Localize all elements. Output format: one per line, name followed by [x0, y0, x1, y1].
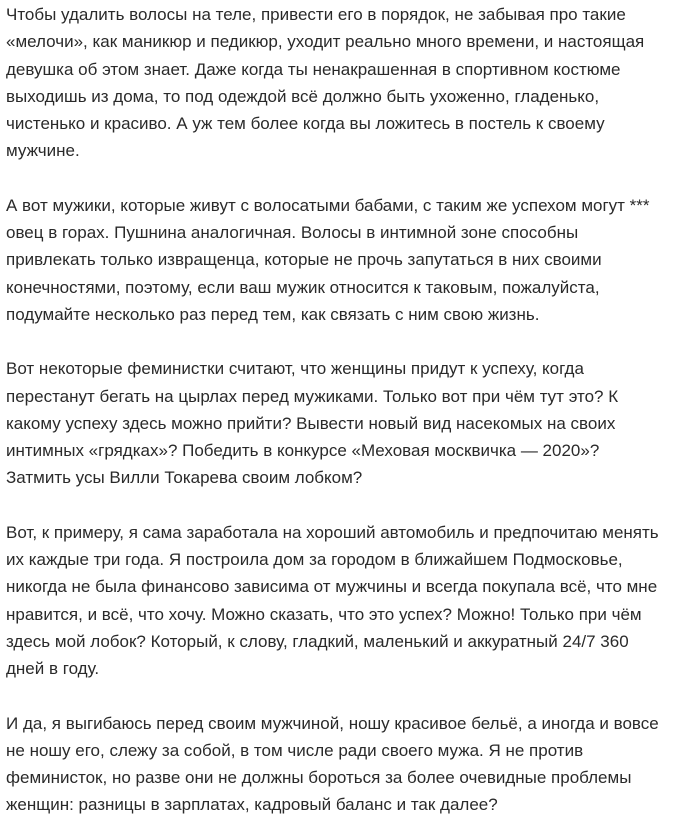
text-line: какому успеху здесь можно прийти? Вывести новый вид насекомых на своих: [6, 413, 616, 433]
text-line: перестанут бегать на цырлах перед мужиками. Только вот при чём тут это? К: [6, 386, 619, 406]
text-line: овец в горах. Пушнина аналогичная. Волосы в интимной зоне способны: [6, 223, 579, 243]
text-line: конечностями, поэтому, если ваш мужик относится к таковым, пожалуйста,: [6, 277, 600, 297]
text-line: девушка об этом знает. Даже когда ты ненакрашенная в спортивном костюме: [6, 59, 621, 79]
text-line: их каждые три года. Я построила дом за городом в ближайшем Подмосковье,: [6, 550, 623, 570]
text-line: Вот, к примеру, я сама заработала на хороший автомобиль и предпочитаю менять: [6, 522, 659, 542]
text-line: «мелочи», как маникюр и педикюр, уходит реально много времени, и настоящая: [6, 32, 645, 52]
text-line: привлекать только извращенца, которые не прочь запутаться в них своими: [6, 250, 602, 270]
paragraph: [6, 192, 699, 328]
text-line: мужчине.: [6, 141, 80, 161]
text-line: дней в году.: [6, 659, 100, 679]
text-line: не ношу его, слежу за собой, в том числе ради своего мужа. Я не против: [6, 740, 584, 760]
text-line: феминисток, но разве они не должны бороться за более очевидные проблемы: [6, 768, 632, 788]
text-line: нравится, и всё, что хочу. Можно сказать, что это успех? Можно! Только при чём: [6, 604, 642, 624]
text-line: чистенько и красиво. А уж тем более когда вы ложитесь в постель к своему: [6, 114, 605, 134]
paragraph: [6, 355, 699, 491]
paragraph: [6, 1, 699, 165]
paragraph: [6, 519, 699, 683]
text-line: женщин: разницы в зарплатах, кадровый баланс и так далее?: [6, 795, 498, 815]
text-line: Вот некоторые феминистки считают, что женщины придут к успеху, когда: [6, 359, 584, 379]
text-line: Затмить усы Вилли Токарева своим лобком?: [6, 468, 363, 488]
text-line: И да, я выгибаюсь перед своим мужчиной, ношу красивое бельё, а иногда и вовсе: [6, 713, 659, 733]
text-line: А вот мужики, которые живут с волосатыми бабами, с таким же успехом могут ***: [6, 195, 650, 215]
text-line: Чтобы удалить волосы на теле, привести его в порядок, не забывая про такие: [6, 5, 626, 24]
text-line: здесь мой лобок? Который, к слову, гладкий, маленький и аккуратный 24/7 360: [6, 631, 629, 651]
text-line: подумайте несколько раз перед тем, как связать с ним свою жизнь.: [6, 304, 540, 324]
text-line: выходишь из дома, то под одеждой всё должно быть ухоженно, гладенько,: [6, 86, 600, 106]
paragraph: [6, 710, 699, 819]
text-line: интимных «грядках»? Победить в конкурсе «Меховая москвичка — 2020»?: [6, 441, 600, 461]
text-line: никогда не была финансово зависима от мужчины и всегда покупала всё, что мне: [6, 577, 658, 597]
